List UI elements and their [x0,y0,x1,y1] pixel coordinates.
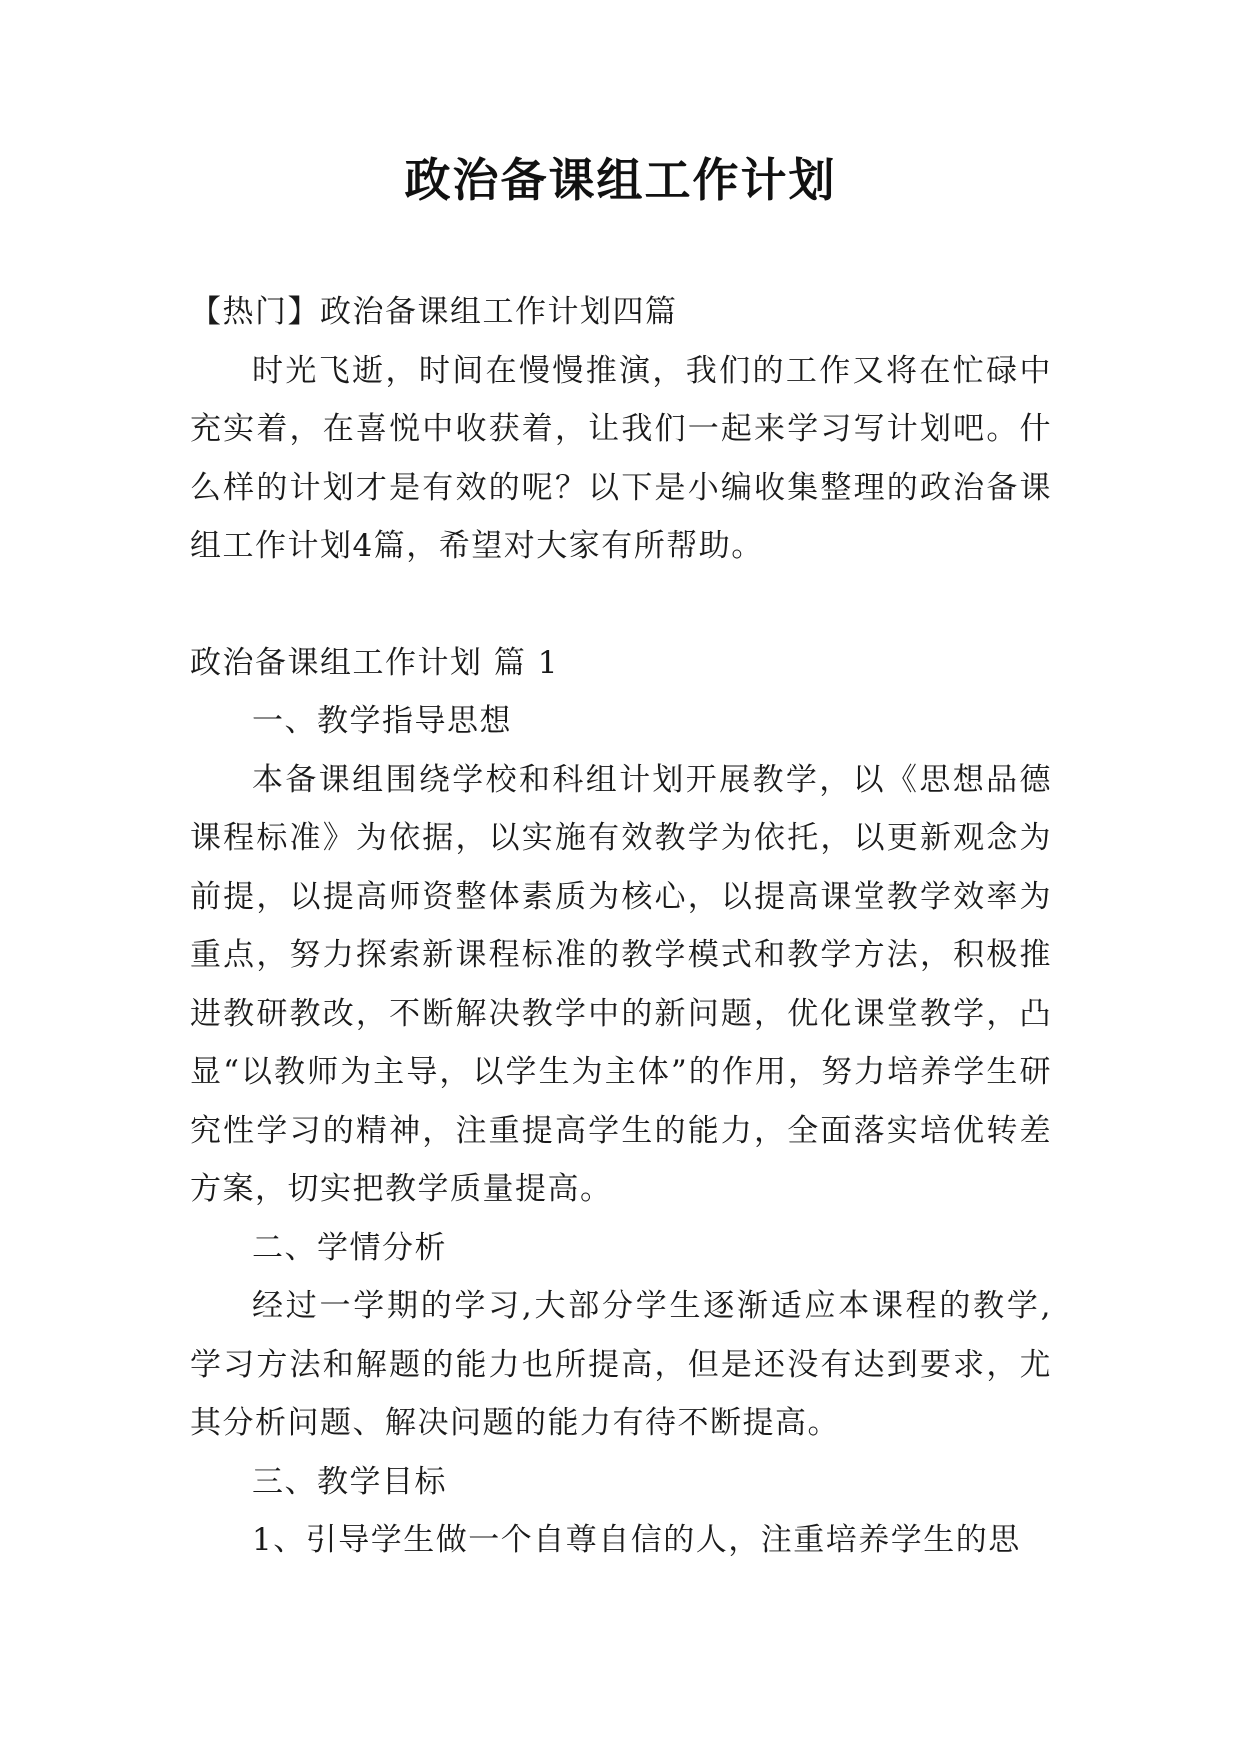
section-heading: 政治备课组工作计划 篇 1 [190,644,559,681]
subheading-guiding-ideology: 一、教学指导思想 [252,703,512,739]
paragraph-guiding-ideology: 本备课组围绕学校和科组计划开展教学，以《思想品德课程标准》为依据，以实施有效教学为依托，以更新观念为前提，以提高师资整体素质为核心，以提高课堂教学效率为重点，努力探索新课程标准的教学模式和教学方法，积极推进教研教改，不断解决教学中的新问题，优化课堂教学，凸显“以教师为主导，以学生为主体”的作用，努力培养学生研究性学习的精神，注重提高学生的能力，全面落实培优转差方案，切实把教学质量提高。 [190,761,1052,1207]
paragraph-teaching-goals: 1、引导学生做一个自尊自信的人，注重培养学生的思 [252,1522,1021,1558]
document-body [190,283,1052,1570]
subheading-student-analysis: 二、学情分析 [252,1229,447,1266]
subheading-teaching-goals: 三、教学目标 [252,1463,447,1500]
document-title: 政治备课组工作计划 [404,153,837,207]
paragraph-student-analysis: 经过一学期的学习,大部分学生逐渐适应本课程的教学,学习方法和解题的能力也所提高，但是还没有达到要求，尤其分析问题、解决问题的能力有待不断提高。 [190,1288,1052,1441]
intro-heading: 【热门】政治备课组工作计划四篇 [190,294,678,330]
intro-paragraph: 时光飞逝，时间在慢慢推演，我们的工作又将在忙碌中充实着，在喜悦中收获着，让我们一起来学习写计划吧。什么样的计划才是有效的呢？以下是小编收集整理的政治备课组工作计划4篇，希望对大家有所帮助。 [190,352,1052,564]
